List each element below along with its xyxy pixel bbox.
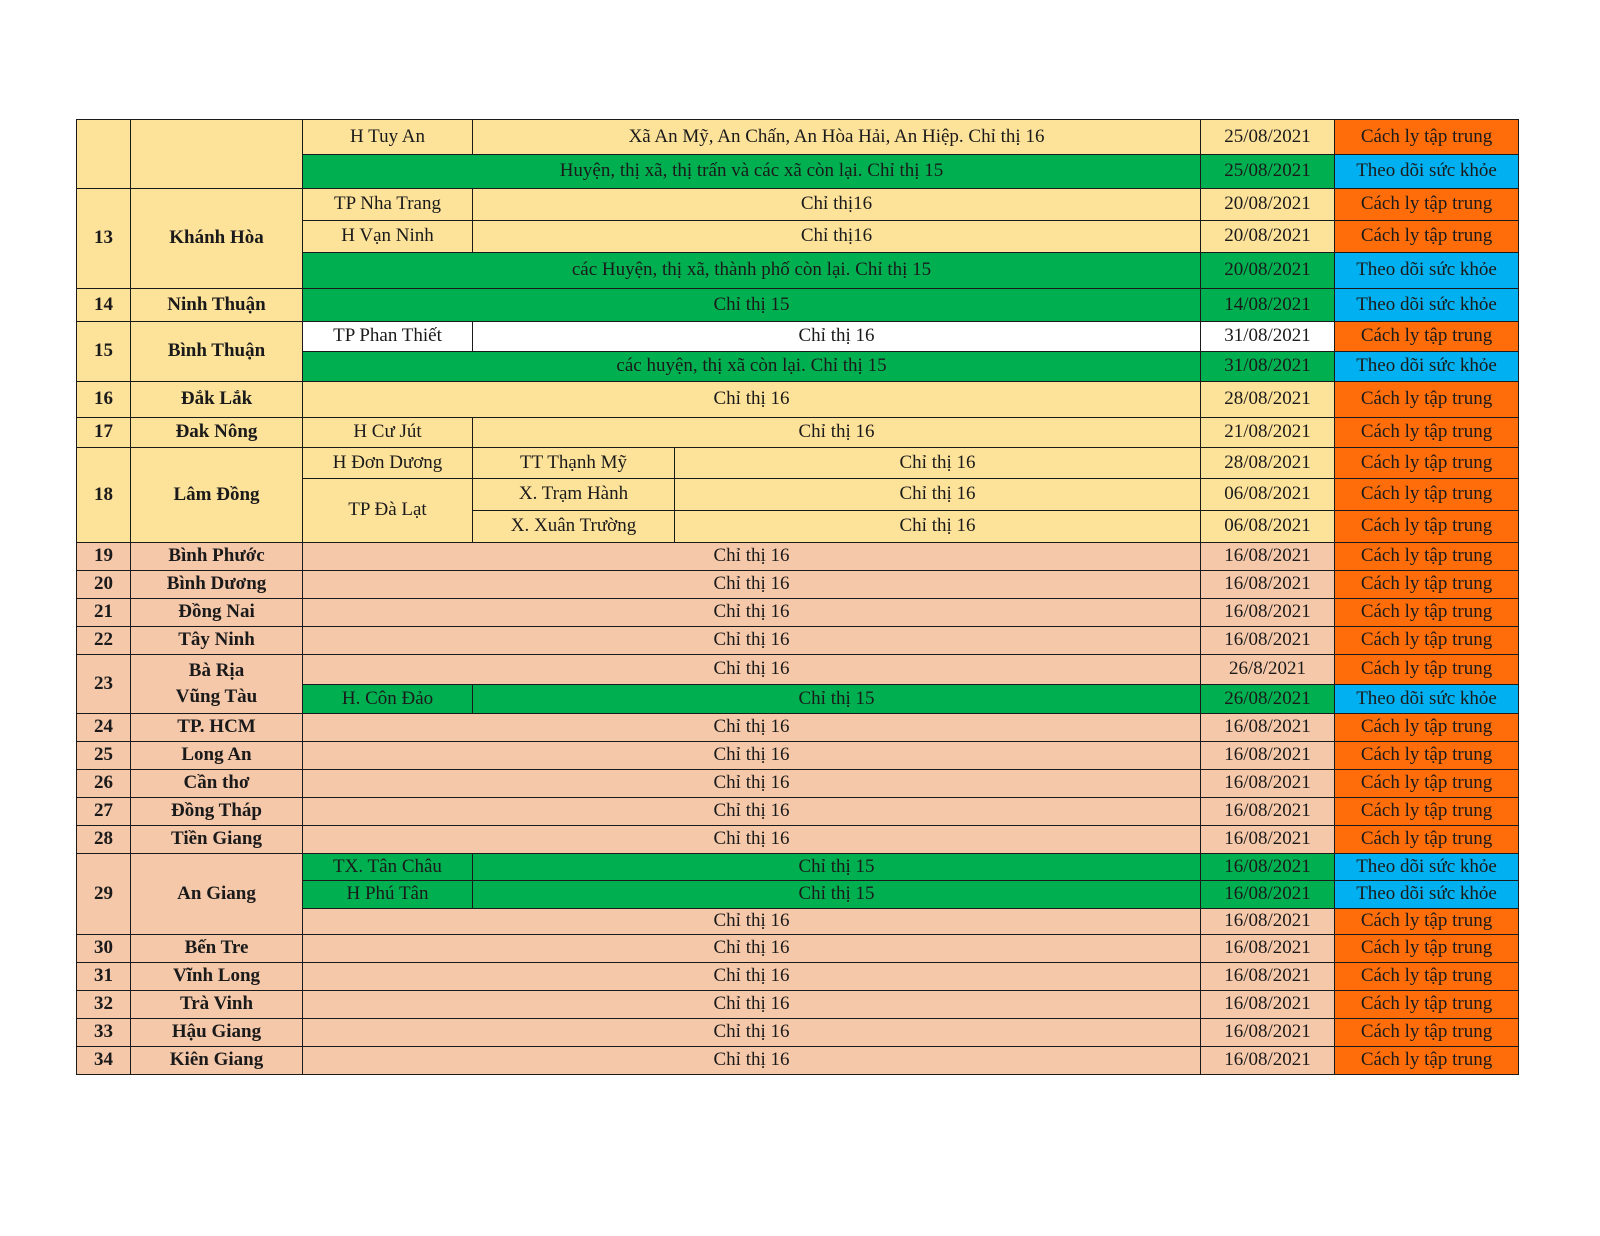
table-cell: 16/08/2021: [1201, 935, 1335, 963]
table-cell: Chỉ thị 16: [303, 1019, 1201, 1047]
status-cell: Cách ly tập trung: [1335, 189, 1519, 221]
status-cell: Cách ly tập trung: [1335, 627, 1519, 655]
province-name: Khánh Hòa: [131, 189, 303, 289]
table-cell: 31/08/2021: [1201, 352, 1335, 382]
table-row: [77, 382, 1519, 418]
status-cell: Cách ly tập trung: [1335, 935, 1519, 963]
status-cell: Cách ly tập trung: [1335, 798, 1519, 826]
table-cell: Chỉ thị 16: [303, 991, 1201, 1019]
table-cell: 16/08/2021: [1201, 854, 1335, 881]
table-cell: 16/08/2021: [1201, 571, 1335, 599]
province-name: Bình Thuận: [131, 322, 303, 382]
status-cell: Cách ly tập trung: [1335, 221, 1519, 253]
table-cell: 16/08/2021: [1201, 826, 1335, 854]
table-cell: 16/08/2021: [1201, 627, 1335, 655]
table-cell: H Cư Jút: [303, 418, 473, 448]
province-name: Đồng Nai: [131, 599, 303, 627]
table-cell: Chỉ thị 16: [303, 382, 1201, 418]
province-name: Kiên Giang: [131, 1047, 303, 1075]
table-cell: 06/08/2021: [1201, 479, 1335, 511]
table-cell: Chỉ thị 16: [303, 826, 1201, 854]
row-number: 26: [77, 770, 131, 798]
province-name: Trà Vinh: [131, 991, 303, 1019]
status-cell: Theo dõi sức khỏe: [1335, 253, 1519, 289]
status-cell: Cách ly tập trung: [1335, 1019, 1519, 1047]
status-cell: Cách ly tập trung: [1335, 120, 1519, 155]
quarantine-status-table: [76, 119, 1519, 1075]
table-row: [77, 742, 1519, 770]
row-number: 13: [77, 189, 131, 289]
table-cell: Chỉ thị 16: [303, 963, 1201, 991]
table-cell: 16/08/2021: [1201, 543, 1335, 571]
table-row: [77, 627, 1519, 655]
row-number: 17: [77, 418, 131, 448]
table-row: [77, 1019, 1519, 1047]
table-cell: 20/08/2021: [1201, 221, 1335, 253]
row-number: [77, 120, 131, 189]
table-row: [77, 826, 1519, 854]
table-cell: 20/08/2021: [1201, 253, 1335, 289]
table-cell: TP Đà Lạt: [303, 479, 473, 543]
row-number: 20: [77, 571, 131, 599]
table-cell: Chỉ thị16: [473, 221, 1201, 253]
table-cell: Chỉ thị 16: [303, 571, 1201, 599]
table-row: [77, 448, 1519, 479]
status-cell: Cách ly tập trung: [1335, 714, 1519, 742]
province-name: Tiền Giang: [131, 826, 303, 854]
table-cell: các huyện, thị xã còn lại. Chỉ thị 15: [303, 352, 1201, 382]
table-cell: Chỉ thị 16: [303, 909, 1201, 935]
province-name: Đồng Tháp: [131, 798, 303, 826]
status-cell: Cách ly tập trung: [1335, 1047, 1519, 1075]
province-name: Bình Phước: [131, 543, 303, 571]
row-number: 31: [77, 963, 131, 991]
table-cell: các Huyện, thị xã, thành phố còn lại. Chỉ thị 15: [303, 253, 1201, 289]
table-cell: H Vạn Ninh: [303, 221, 473, 253]
table-cell: Chỉ thị 16: [675, 479, 1201, 511]
row-number: 27: [77, 798, 131, 826]
table-row: [77, 1047, 1519, 1075]
row-number: 28: [77, 826, 131, 854]
table-cell: Xã An Mỹ, An Chấn, An Hòa Hải, An Hiệp. Chỉ thị 16: [473, 120, 1201, 155]
province-name: Lâm Đồng: [131, 448, 303, 543]
table-cell: 06/08/2021: [1201, 511, 1335, 543]
table-row: [77, 543, 1519, 571]
table-cell: Chỉ thị 15: [473, 685, 1201, 714]
table-row: [77, 991, 1519, 1019]
table-cell: 28/08/2021: [1201, 382, 1335, 418]
table-cell: 28/08/2021: [1201, 448, 1335, 479]
row-number: 18: [77, 448, 131, 543]
table-cell: Chỉ thị 16: [303, 798, 1201, 826]
table-cell: 16/08/2021: [1201, 770, 1335, 798]
table-row: [77, 714, 1519, 742]
table-cell: Chỉ thị 15: [473, 854, 1201, 881]
province-name: Vĩnh Long: [131, 963, 303, 991]
province-name: An Giang: [131, 854, 303, 935]
status-cell: Cách ly tập trung: [1335, 322, 1519, 352]
table-cell: Chỉ thị 16: [675, 448, 1201, 479]
table-cell: Chỉ thị 16: [675, 511, 1201, 543]
table-cell: 16/08/2021: [1201, 714, 1335, 742]
status-cell: Cách ly tập trung: [1335, 770, 1519, 798]
table-cell: Huyện, thị xã, thị trấn và các xã còn lại. Chỉ thị 15: [303, 155, 1201, 189]
table-cell: 16/08/2021: [1201, 963, 1335, 991]
province-name: Hậu Giang: [131, 1019, 303, 1047]
status-cell: Cách ly tập trung: [1335, 418, 1519, 448]
table-cell: 16/08/2021: [1201, 909, 1335, 935]
province-name: Đak Nông: [131, 418, 303, 448]
table-cell: 26/08/2021: [1201, 685, 1335, 714]
row-number: 22: [77, 627, 131, 655]
row-number: 16: [77, 382, 131, 418]
table-cell: Chỉ thị 15: [473, 881, 1201, 909]
status-cell: Theo dõi sức khỏe: [1335, 155, 1519, 189]
status-cell: Theo dõi sức khỏe: [1335, 881, 1519, 909]
status-cell: Cách ly tập trung: [1335, 963, 1519, 991]
table-row: [77, 322, 1519, 352]
table-cell: 31/08/2021: [1201, 322, 1335, 352]
province-name: Đắk Lắk: [131, 382, 303, 418]
table-cell: 14/08/2021: [1201, 289, 1335, 322]
table-cell: H Phú Tân: [303, 881, 473, 909]
province-name: [131, 120, 303, 189]
province-name: Cần thơ: [131, 770, 303, 798]
table-row: [77, 798, 1519, 826]
row-number: 21: [77, 599, 131, 627]
table-cell: 25/08/2021: [1201, 155, 1335, 189]
row-number: 14: [77, 289, 131, 322]
status-cell: Theo dõi sức khỏe: [1335, 352, 1519, 382]
province-name: Ninh Thuận: [131, 289, 303, 322]
row-number: 34: [77, 1047, 131, 1075]
table-cell: Chỉ thị 16: [303, 655, 1201, 685]
status-cell: Theo dõi sức khỏe: [1335, 289, 1519, 322]
status-cell: Cách ly tập trung: [1335, 655, 1519, 685]
status-cell: Cách ly tập trung: [1335, 742, 1519, 770]
status-cell: Cách ly tập trung: [1335, 571, 1519, 599]
table-cell: X. Xuân Trường: [473, 511, 675, 543]
table-cell: Chỉ thị 16: [303, 599, 1201, 627]
table-cell: 16/08/2021: [1201, 742, 1335, 770]
row-number: 25: [77, 742, 131, 770]
table-cell: Chỉ thị 15: [303, 289, 1201, 322]
status-cell: Cách ly tập trung: [1335, 382, 1519, 418]
table-row: [77, 189, 1519, 221]
table-cell: 16/08/2021: [1201, 798, 1335, 826]
row-number: 29: [77, 854, 131, 935]
province-name: Bến Tre: [131, 935, 303, 963]
table-cell: TT Thạnh Mỹ: [473, 448, 675, 479]
table-row: [77, 770, 1519, 798]
table-row: [77, 935, 1519, 963]
row-number: 15: [77, 322, 131, 382]
row-number: 24: [77, 714, 131, 742]
table-cell: Chỉ thị 16: [303, 935, 1201, 963]
table-cell: Chỉ thị 16: [303, 543, 1201, 571]
table-cell: 16/08/2021: [1201, 1047, 1335, 1075]
table-cell: Chỉ thị 16: [473, 418, 1201, 448]
table-cell: Chỉ thị 16: [303, 714, 1201, 742]
table-row: [77, 599, 1519, 627]
table-row: [77, 289, 1519, 322]
status-cell: Cách ly tập trung: [1335, 909, 1519, 935]
status-cell: Cách ly tập trung: [1335, 991, 1519, 1019]
table-cell: H Tuy An: [303, 120, 473, 155]
table-cell: TX. Tân Châu: [303, 854, 473, 881]
status-cell: Theo dõi sức khỏe: [1335, 685, 1519, 714]
province-name: Bà Rịa Vũng Tàu: [131, 655, 303, 714]
row-number: 32: [77, 991, 131, 1019]
table-cell: Chỉ thị 16: [303, 627, 1201, 655]
table-cell: Chỉ thị 16: [303, 1047, 1201, 1075]
province-name: Tây Ninh: [131, 627, 303, 655]
table-cell: Chỉ thị 16: [473, 322, 1201, 352]
table-cell: 26/8/2021: [1201, 655, 1335, 685]
table-row: [77, 655, 1519, 685]
status-cell: Cách ly tập trung: [1335, 543, 1519, 571]
row-number: 19: [77, 543, 131, 571]
table-cell: H Đơn Dương: [303, 448, 473, 479]
status-cell: Theo dõi sức khỏe: [1335, 854, 1519, 881]
status-cell: Cách ly tập trung: [1335, 511, 1519, 543]
table-body: [77, 120, 1519, 1075]
table-row: [77, 418, 1519, 448]
table-cell: 25/08/2021: [1201, 120, 1335, 155]
row-number: 23: [77, 655, 131, 714]
table-cell: 16/08/2021: [1201, 1019, 1335, 1047]
table-cell: Chỉ thị 16: [303, 770, 1201, 798]
table-cell: X. Trạm Hành: [473, 479, 675, 511]
table-row: [77, 571, 1519, 599]
table-cell: Chỉ thị16: [473, 189, 1201, 221]
table-cell: H. Côn Đảo: [303, 685, 473, 714]
status-cell: Cách ly tập trung: [1335, 826, 1519, 854]
table-row: [77, 120, 1519, 155]
table-row: [77, 963, 1519, 991]
province-name: TP. HCM: [131, 714, 303, 742]
table-cell: 16/08/2021: [1201, 599, 1335, 627]
status-cell: Cách ly tập trung: [1335, 448, 1519, 479]
table-row: [77, 854, 1519, 881]
table-cell: TP Phan Thiết: [303, 322, 473, 352]
table-cell: 16/08/2021: [1201, 991, 1335, 1019]
province-name: Long An: [131, 742, 303, 770]
table-cell: Chỉ thị 16: [303, 742, 1201, 770]
status-cell: Cách ly tập trung: [1335, 479, 1519, 511]
table-cell: 20/08/2021: [1201, 189, 1335, 221]
table-cell: TP Nha Trang: [303, 189, 473, 221]
row-number: 30: [77, 935, 131, 963]
status-cell: Cách ly tập trung: [1335, 599, 1519, 627]
row-number: 33: [77, 1019, 131, 1047]
province-name: Bình Dương: [131, 571, 303, 599]
table-cell: 16/08/2021: [1201, 881, 1335, 909]
table-cell: 21/08/2021: [1201, 418, 1335, 448]
